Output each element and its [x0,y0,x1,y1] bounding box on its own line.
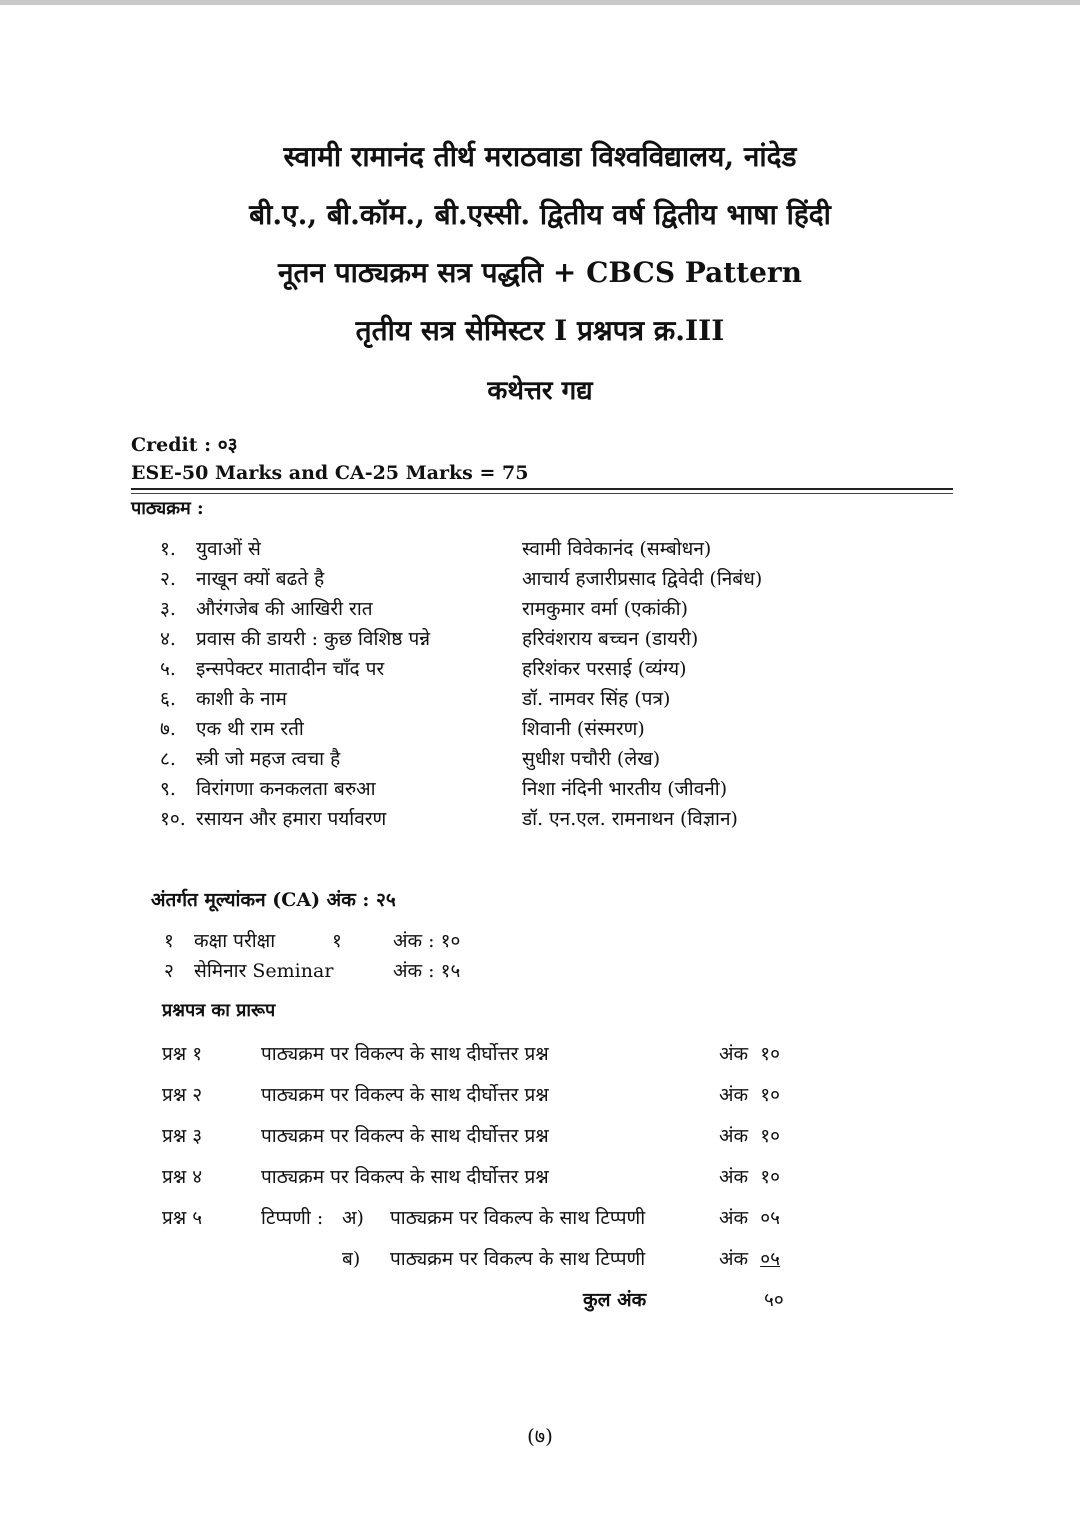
question-label: प्रश्न ५ [162,1207,203,1229]
document-header [0,128,1080,420]
item-number: ६. [160,688,176,710]
ca-list [164,926,524,986]
item-number: २. [160,568,176,590]
ca-label: कक्षा परीक्षा [194,930,276,952]
syllabus-item [160,684,860,714]
item-number: ४. [160,628,176,650]
question-label: प्रश्न ४ [162,1166,203,1188]
question-description: पाठ्यक्रम पर विकल्प के साथ दीर्घोत्तर प्रश्न [261,1125,549,1147]
note-prefix: टिप्पणी : [261,1207,324,1229]
item-number: १०. [160,808,186,830]
question-row [162,1116,842,1157]
syllabus-item [160,654,860,684]
item-author: सुधीश पचौरी (लेख) [522,748,661,770]
syllabus-item [160,714,860,744]
question-marks: अंक १० [719,1084,780,1106]
item-number: ५. [160,658,176,680]
item-number: ३. [160,598,176,620]
item-title: नाखून क्यों बढते है [196,568,325,590]
question-description: पाठ्यक्रम पर विकल्प के साथ दीर्घोत्तर प्रश्न [261,1084,549,1106]
item-author: निशा नंदिनी भारतीय (जीवनी) [522,778,728,800]
ca-count: १ [332,930,342,952]
item-author: डॉ. नामवर सिंह (पत्र) [522,688,671,710]
syllabus-item [160,564,860,594]
item-author: डॉ. एन.एल. रामनाथन (विज्ञान) [522,808,738,830]
top-border [0,0,1080,5]
question-description: पाठ्यक्रम पर विकल्प के साथ दीर्घोत्तर प्रश्न [261,1043,549,1065]
syllabus-list [160,534,860,834]
total-value: ५० [764,1289,784,1311]
credit-block [131,431,528,487]
item-number: १. [160,538,176,560]
divider-thin [131,493,953,494]
syllabus-item [160,774,860,804]
sub-question-label: ब) [342,1248,361,1270]
item-title: युवाओं से [196,538,261,560]
semester-paper: तृतीय सत्र सेमिस्टर I प्रश्नपत्र क्र.III [355,314,725,347]
item-author: हरिशंकर परसाई (व्यंग्य) [522,658,687,680]
ca-label: सेमिनार Seminar [194,960,334,982]
item-number: ८. [160,748,176,770]
item-author: रामकुमार वर्मा (एकांकी) [522,598,688,620]
syllabus-item [160,744,860,774]
ca-marks: अंक : १५ [393,960,461,982]
question-description: पाठ्यक्रम पर विकल्प के साथ टिप्पणी [390,1248,646,1270]
question-description: पाठ्यक्रम पर विकल्प के साथ टिप्पणी [390,1207,646,1229]
question-row [162,1075,842,1116]
item-author: स्वामी विवेकानंद (सम्बोधन) [522,538,712,560]
syllabus-item [160,534,860,564]
item-title: औरंगजेब की आखिरी रात [196,598,373,620]
ca-marks: अंक : १० [393,930,461,952]
syllabus-item [160,804,860,834]
question-marks: अंक १० [719,1125,780,1147]
syllabus-item [160,594,860,624]
question-label: प्रश्न ३ [162,1125,203,1147]
ca-number: २ [164,960,174,982]
question-row [162,1034,842,1075]
ca-number: १ [164,930,174,952]
item-author: आचार्य हजारीप्रसाद द्विवेदी (निबंध) [522,568,763,590]
question-label: प्रश्न २ [162,1084,203,1106]
item-title: स्त्री जो महज त्वचा है [196,748,341,770]
page-number: (७) [526,1424,553,1448]
divider-thick [131,488,953,490]
question-description: पाठ्यक्रम पर विकल्प के साथ दीर्घोत्तर प्रश्न [261,1166,549,1188]
credit-value: Credit : ०३ [131,434,238,456]
paper-format-heading: प्रश्नपत्र का प्रारूप [162,1000,276,1021]
course-title: बी.ए., बी.कॉम., बी.एस्सी. द्वितीय वर्ष द्वितीय भाषा हिंदी [249,198,831,231]
syllabus-item [160,624,860,654]
syllabus-heading: पाठ्यक्रम : [131,498,204,519]
university-name: स्वामी रामानंद तीर्थ मराठवाडा विश्वविद्यालय, नांदेड [283,140,797,173]
item-number: ९. [160,778,176,800]
ca-item [164,956,524,986]
item-title: इन्सपेक्टर मातादीन चाँद पर [196,658,385,680]
total-label: कुल अंक [583,1289,647,1311]
question-row-5b [162,1239,842,1280]
item-title: रसायन और हमारा पर्यावरण [196,808,387,830]
question-row [162,1157,842,1198]
question-row-5a [162,1198,842,1239]
ca-heading: अंतर्गत मूल्यांकन (CA) अंक : २५ [151,889,396,911]
item-title: प्रवास की डायरी : कुछ विशिष्ठ पन्ने [196,628,431,650]
question-paper-format [162,1034,842,1321]
item-title: काशी के नाम [196,688,287,710]
question-marks: अंक १० [719,1043,780,1065]
item-author: शिवानी (संस्मरण) [522,718,645,740]
item-number: ७. [160,718,176,740]
question-marks: अंक ०५ [719,1207,780,1229]
question-marks: अंक १० [719,1166,780,1188]
question-label: प्रश्न १ [162,1043,203,1065]
item-author: हरिवंशराय बच्चन (डायरी) [522,628,699,650]
item-title: एक थी राम रती [196,718,304,740]
question-marks: अंक ०५ [719,1248,780,1270]
marks-breakdown: ESE-50 Marks and CA-25 Marks = 75 [131,462,529,484]
sub-question-label: अ) [342,1207,364,1229]
syllabus-pattern: नूतन पाठ्यक्रम सत्र पद्धति + CBCS Pattern [277,256,803,289]
item-title: विरांगणा कनकलता बरुआ [196,778,376,800]
ca-item [164,926,524,956]
paper-subject: कथेत्तर गद्य [487,376,593,406]
total-row [162,1280,842,1321]
